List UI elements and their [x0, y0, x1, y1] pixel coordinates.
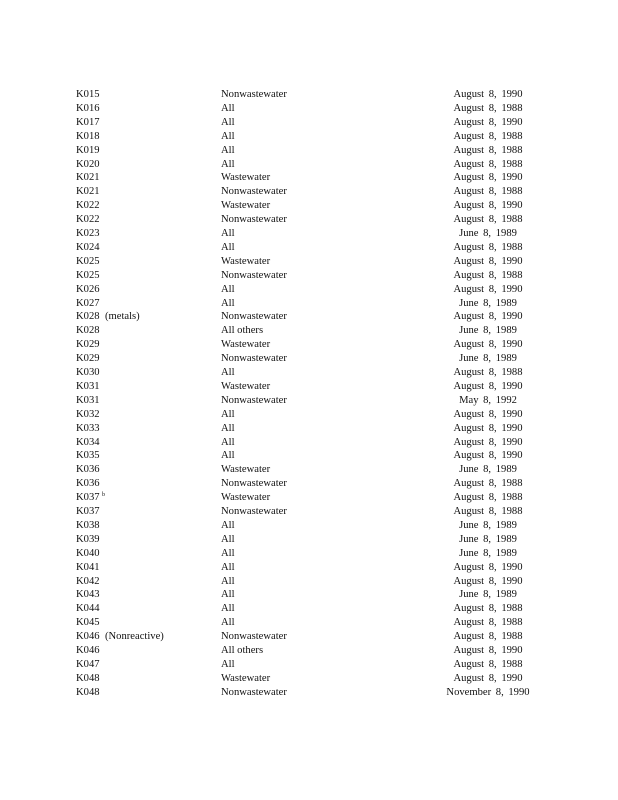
effective-date: August 8, 1990: [453, 422, 523, 434]
table-row: [0, 213, 618, 227]
waste-code: K045: [76, 617, 100, 629]
waste-category: All: [221, 617, 235, 629]
effective-date: August 8, 1990: [453, 672, 523, 684]
waste-category: All: [221, 102, 235, 114]
effective-date: August 8, 1988: [453, 603, 523, 615]
waste-code: K036: [76, 464, 100, 476]
table-row: [0, 449, 618, 463]
waste-code: K027: [76, 297, 100, 309]
effective-date: August 8, 1990: [453, 311, 523, 323]
waste-category: Nonwastewater: [221, 686, 287, 698]
table-row: [0, 158, 618, 172]
effective-date: August 8, 1990: [453, 116, 523, 128]
effective-date: June 8, 1989: [459, 589, 517, 601]
table-row: [0, 630, 618, 644]
waste-code: K022: [76, 200, 100, 212]
table-row: [0, 463, 618, 477]
waste-code: K038: [76, 519, 100, 531]
waste-category: Nonwastewater: [221, 269, 287, 281]
waste-category: All: [221, 436, 235, 448]
table-row: [0, 616, 618, 630]
waste-code: K039: [76, 533, 100, 545]
waste-category: Nonwastewater: [221, 89, 287, 100]
waste-code: K020: [76, 158, 100, 170]
effective-date: August 8, 1990: [453, 561, 523, 573]
table-row: [0, 88, 618, 102]
waste-category: Wastewater: [221, 255, 271, 267]
waste-code: K029: [76, 339, 100, 351]
waste-code: K016: [76, 102, 100, 114]
waste-code: K040: [76, 547, 100, 559]
waste-code: K018: [76, 130, 100, 142]
table-row: [0, 394, 618, 408]
waste-code: K015: [76, 89, 100, 100]
waste-category: Nonwastewater: [221, 311, 287, 323]
waste-category: All: [221, 116, 235, 128]
effective-date: June 8, 1989: [459, 547, 517, 559]
effective-date: June 8, 1989: [459, 519, 517, 531]
waste-category: All: [221, 450, 235, 462]
effective-date: August 8, 1988: [453, 144, 523, 156]
waste-code: K028: [76, 311, 100, 323]
waste-category: All: [221, 144, 235, 156]
table-row: [0, 575, 618, 589]
effective-date: August 8, 1988: [453, 617, 523, 629]
waste-code: K031: [76, 394, 100, 406]
table-row: [0, 352, 618, 366]
table-row: [0, 519, 618, 533]
waste-category: Nonwastewater: [221, 353, 287, 365]
waste-code: K035: [76, 450, 100, 462]
waste-code: K026: [76, 283, 100, 295]
effective-date: August 8, 1990: [453, 283, 523, 295]
waste-code: K036: [76, 478, 100, 490]
waste-code: K023: [76, 228, 100, 239]
effective-date: June 8, 1989: [459, 533, 517, 545]
table-row: [0, 477, 618, 491]
effective-date: August 8, 1990: [453, 450, 523, 462]
table-row: [0, 686, 618, 700]
waste-category: Nonwastewater: [221, 214, 287, 226]
effective-date: June 8, 1989: [459, 228, 517, 239]
waste-category: Wastewater: [221, 339, 271, 351]
waste-category: All: [221, 422, 235, 434]
waste-code: K048: [76, 672, 100, 684]
waste-code: K034: [76, 436, 100, 448]
waste-category: All: [221, 533, 235, 545]
waste-category: Nonwastewater: [221, 394, 287, 406]
effective-date: August 8, 1990: [453, 436, 523, 448]
effective-date: August 8, 1988: [453, 186, 523, 198]
waste-category: All: [221, 228, 235, 239]
table-row: [0, 310, 618, 324]
table-row: [0, 366, 618, 380]
table-row: [0, 338, 618, 352]
table-row: [0, 422, 618, 436]
table-row: [0, 130, 618, 144]
effective-date: August 8, 1988: [453, 631, 523, 643]
effective-date: August 8, 1988: [453, 492, 523, 504]
table-row: [0, 602, 618, 616]
table-row: [0, 324, 618, 338]
effective-date: August 8, 1988: [453, 241, 523, 253]
waste-code: K037: [76, 492, 100, 504]
effective-date: June 8, 1989: [459, 353, 517, 365]
waste-category: Wastewater: [221, 172, 271, 184]
table-row: [0, 436, 618, 450]
waste-code: K024: [76, 241, 100, 253]
table-row: [0, 116, 618, 130]
waste-code: K021: [76, 172, 100, 184]
table-row: [0, 505, 618, 519]
waste-category: All: [221, 408, 235, 420]
effective-date: August 8, 1990: [453, 380, 523, 392]
effective-date: August 8, 1988: [453, 102, 523, 114]
waste-code: K022: [76, 214, 100, 226]
table-row: [0, 561, 618, 575]
effective-date: August 8, 1988: [453, 658, 523, 670]
effective-date: August 8, 1988: [453, 130, 523, 142]
waste-code: K033: [76, 422, 100, 434]
effective-date: August 8, 1988: [453, 269, 523, 281]
waste-category: All: [221, 589, 235, 601]
waste-code: K046: [76, 631, 100, 643]
waste-code: K017: [76, 116, 100, 128]
effective-date: November 8, 1990: [446, 686, 530, 698]
table-row: [0, 658, 618, 672]
waste-code: K029: [76, 353, 100, 365]
table-row: [0, 380, 618, 394]
effective-date: August 8, 1988: [453, 367, 523, 378]
effective-date: August 8, 1990: [453, 408, 523, 420]
waste-category: All: [221, 130, 235, 142]
waste-code: K025: [76, 269, 100, 281]
waste-category: All: [221, 658, 235, 670]
effective-date: June 8, 1989: [459, 325, 517, 337]
waste-code: K047: [76, 658, 100, 670]
waste-code: K019: [76, 144, 100, 156]
table-row: [0, 102, 618, 116]
footnote-marker: b: [102, 492, 105, 499]
waste-code: K028: [76, 325, 100, 337]
table-row: [0, 241, 618, 255]
effective-date: May 8, 1992: [459, 394, 517, 406]
waste-code: K031: [76, 380, 100, 392]
table-row: [0, 588, 618, 602]
table-row: [0, 269, 618, 283]
waste-category: All: [221, 158, 235, 170]
waste-code: K021: [76, 186, 100, 198]
waste-code: K041: [76, 561, 100, 573]
waste-category: All others: [221, 325, 264, 337]
effective-date: August 8, 1990: [453, 575, 523, 587]
waste-category: All others: [221, 645, 264, 656]
waste-category: All: [221, 367, 235, 378]
effective-date: August 8, 1988: [453, 158, 523, 170]
table-row: [0, 408, 618, 422]
waste-category: All: [221, 241, 235, 253]
waste-code: K042: [76, 575, 100, 587]
waste-code: K030: [76, 367, 100, 378]
table-row: [0, 185, 618, 199]
waste-category: Wastewater: [221, 672, 271, 684]
effective-date: June 8, 1989: [459, 464, 517, 476]
table-row: [0, 644, 618, 658]
waste-code: K046: [76, 645, 100, 656]
waste-code: K043: [76, 589, 100, 601]
waste-category: Wastewater: [221, 200, 271, 212]
effective-date: August 8, 1990: [453, 89, 523, 100]
table-row: [0, 672, 618, 686]
waste-code: K032: [76, 408, 100, 420]
waste-code: K037: [76, 506, 100, 517]
table-row: [0, 533, 618, 547]
waste-category: All: [221, 603, 235, 615]
waste-code: K025: [76, 255, 100, 267]
effective-date: August 8, 1988: [453, 478, 523, 490]
table-row: [0, 297, 618, 311]
waste-category: Wastewater: [221, 380, 271, 392]
waste-category: All: [221, 519, 235, 531]
waste-category: All: [221, 547, 235, 559]
waste-category: All: [221, 297, 235, 309]
waste-category: Wastewater: [221, 492, 271, 504]
effective-date: August 8, 1990: [453, 172, 523, 184]
table-row: [0, 227, 618, 241]
waste-qualifier: (metals): [105, 311, 140, 323]
waste-code: K048: [76, 686, 100, 698]
waste-category: Wastewater: [221, 464, 271, 476]
waste-category: All: [221, 283, 235, 295]
effective-date: June 8, 1989: [459, 297, 517, 309]
table-row: [0, 283, 618, 297]
effective-date: August 8, 1990: [453, 255, 523, 267]
waste-category: All: [221, 575, 235, 587]
waste-code: K044: [76, 603, 100, 615]
table-row: [0, 491, 618, 505]
effective-date: August 8, 1990: [453, 339, 523, 351]
effective-date: August 8, 1988: [453, 214, 523, 226]
waste-category: Nonwastewater: [221, 478, 287, 490]
waste-category: All: [221, 561, 235, 573]
table-row: [0, 144, 618, 158]
effective-date: August 8, 1990: [453, 200, 523, 212]
waste-category: Nonwastewater: [221, 631, 287, 643]
table-row: [0, 547, 618, 561]
waste-qualifier: (Nonreactive): [105, 631, 164, 643]
table-row: [0, 171, 618, 185]
table-row: [0, 199, 618, 213]
effective-date: August 8, 1990: [453, 645, 523, 656]
effective-date: August 8, 1988: [453, 506, 523, 517]
waste-category: Nonwastewater: [221, 186, 287, 198]
table-row: [0, 255, 618, 269]
waste-category: Nonwastewater: [221, 506, 287, 517]
